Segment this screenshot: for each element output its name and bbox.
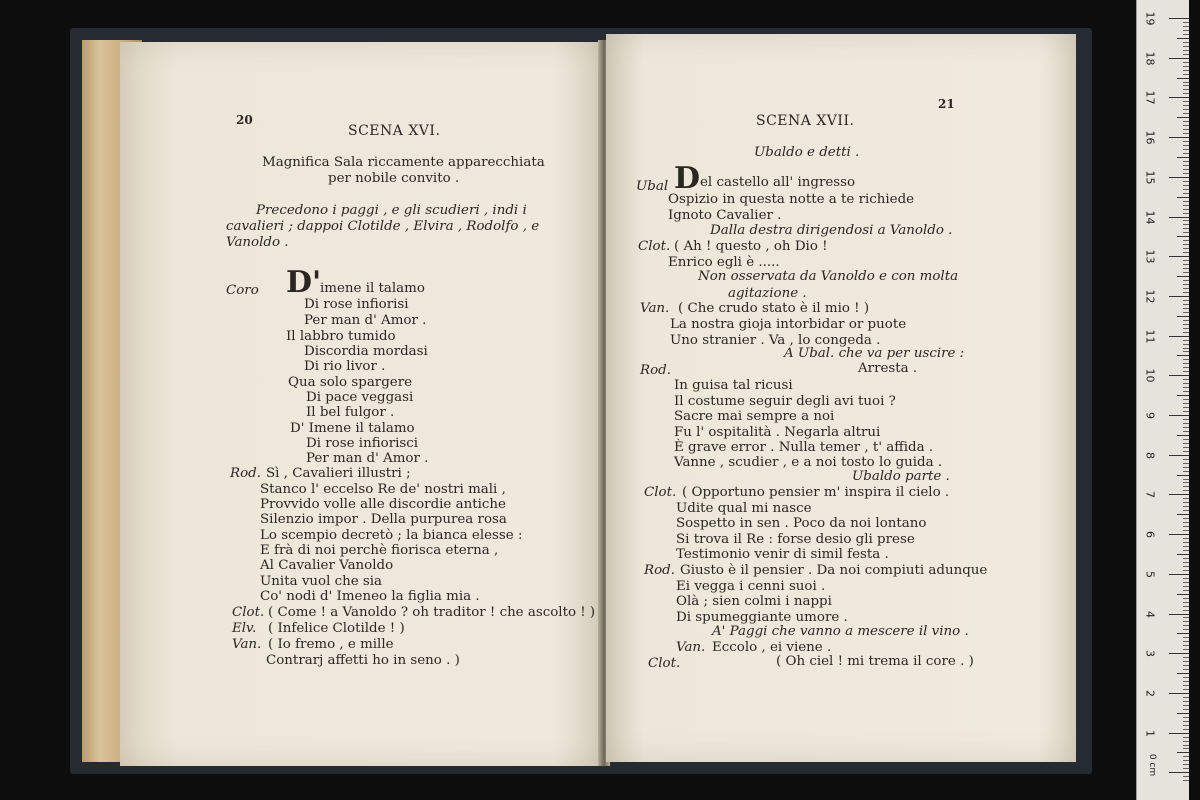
verse-line: ( Io fremo , e mille [268, 637, 394, 652]
ruler-tick [1183, 621, 1189, 622]
verse-line: La nostra gioja intorbidar or puote [670, 317, 907, 332]
ruler-label: 9 [1143, 412, 1157, 419]
ruler-label: 4 [1143, 610, 1157, 618]
ruler-tick [1183, 292, 1189, 293]
ruler-tick [1183, 383, 1189, 384]
stage-direction: Non osservata da Vanoldo e con molta [698, 269, 959, 284]
speaker-label: Rod. [230, 466, 261, 481]
ruler-tick [1183, 113, 1189, 114]
ruler-tick [1183, 125, 1189, 126]
verse-line: Unita vuol che sia [260, 574, 383, 589]
ruler-tick [1183, 467, 1189, 468]
ruler-tick [1183, 486, 1189, 487]
ruler-tick [1177, 633, 1189, 634]
ruler-tick [1183, 570, 1189, 571]
ruler-label: 18 [1143, 51, 1157, 66]
stage-direction: Ubaldo parte . [852, 469, 950, 484]
ruler-tick [1183, 602, 1189, 603]
ruler-tick [1177, 236, 1189, 237]
ruler-tick [1183, 657, 1189, 658]
ruler-tick [1183, 677, 1189, 678]
ruler-tick [1169, 772, 1189, 773]
ruler-tick [1183, 109, 1189, 110]
ruler-tick [1183, 522, 1189, 523]
verse-line: Per man d' Amor . [306, 451, 429, 466]
ruler-label: 8 [1143, 451, 1157, 459]
ruler-tick [1183, 558, 1189, 559]
ruler-tick [1169, 574, 1189, 575]
ruler-label: 16 [1143, 130, 1157, 145]
ruler-tick [1183, 578, 1189, 579]
ruler-tick [1183, 359, 1189, 360]
ruler-tick [1183, 423, 1189, 424]
page-number: 21 [938, 97, 955, 111]
ruler-tick [1183, 284, 1189, 285]
ruler-label: 12 [1143, 289, 1157, 304]
ruler-tick [1183, 665, 1189, 666]
ruler-tick [1183, 606, 1189, 607]
ruler-tick [1183, 741, 1189, 742]
ruler-tick [1183, 363, 1189, 364]
ruler-tick [1183, 149, 1189, 150]
ruler-label: 5 [1143, 570, 1157, 578]
verse-line: Al Cavalier Vanoldo [260, 558, 394, 573]
verse-line: Discordia mordasi [304, 344, 428, 359]
ruler-tick [1183, 26, 1189, 27]
ruler-tick [1183, 228, 1189, 229]
ruler-tick [1183, 661, 1189, 662]
ruler-tick [1183, 498, 1189, 499]
verse-line: ( Come ! a Vanoldo ? oh traditor ! che ascolto ! ) [268, 605, 596, 620]
drop-cap: D [674, 161, 701, 196]
ruler-label: 6 [1143, 531, 1157, 539]
setting-line: per nobile convito . [328, 171, 460, 186]
ruler-tick [1183, 205, 1189, 206]
ruler-tick [1169, 177, 1189, 178]
ruler-tick [1183, 351, 1189, 352]
ruler-tick [1183, 625, 1189, 626]
ruler-tick [1169, 137, 1189, 138]
ruler-tick [1183, 320, 1189, 321]
ruler-tick [1183, 220, 1189, 221]
ruler-tick [1183, 54, 1189, 55]
verse-line: ( Opportuno pensier m' inspira il cielo . [682, 485, 950, 500]
ruler-tick [1177, 78, 1189, 79]
ruler-tick [1183, 721, 1189, 722]
ruler-label: 19 [1143, 11, 1157, 26]
ruler-tick [1183, 145, 1189, 146]
ruler-tick [1183, 403, 1189, 404]
ruler-tick [1177, 197, 1189, 198]
ruler-tick [1183, 93, 1189, 94]
ruler-tick [1183, 133, 1189, 134]
ruler-unit: 0 cm [1147, 753, 1158, 777]
verse-line: Arresta . [858, 361, 918, 376]
ruler-tick [1183, 121, 1189, 122]
ruler-tick [1183, 756, 1189, 757]
verse-line: Enrico egli è ..... [668, 255, 780, 270]
ruler-tick [1183, 232, 1189, 233]
verse-line: Sì , Cavalieri illustri ; [266, 466, 411, 481]
ruler-label: 1 [1143, 729, 1157, 737]
ruler-tick [1169, 336, 1189, 337]
ruler-tick [1183, 391, 1189, 392]
ruler-tick [1169, 375, 1189, 376]
ruler-tick [1177, 554, 1189, 555]
ruler-tick [1183, 185, 1189, 186]
ruler-tick [1183, 89, 1189, 90]
left-page [120, 42, 602, 766]
stage-direction: Dalla destra dirigendosi a Vanoldo . [710, 223, 953, 238]
ruler-tick [1183, 737, 1189, 738]
verse-line: ( Infelice Clotilde ! ) [268, 621, 405, 636]
ruler-tick [1183, 244, 1189, 245]
ruler-tick [1169, 97, 1189, 98]
ruler-tick [1183, 411, 1189, 412]
ruler-tick [1183, 538, 1189, 539]
page-number: 20 [236, 113, 253, 127]
ruler-tick [1183, 447, 1189, 448]
ruler-tick [1169, 415, 1189, 416]
ruler-tick [1183, 268, 1189, 269]
ruler-tick [1183, 367, 1189, 368]
ruler-tick [1183, 443, 1189, 444]
ruler-tick [1183, 451, 1189, 452]
ruler-tick [1177, 276, 1189, 277]
verse-line: Provvido volle alle discordie antiche [260, 497, 506, 512]
verse-line: ( Che crudo stato è il mio ! ) [678, 301, 870, 316]
verse-line: Qua solo spargere [288, 375, 413, 390]
speaker-label: Ubal [636, 179, 669, 194]
ruler-tick [1183, 725, 1189, 726]
ruler-tick [1177, 157, 1189, 158]
ruler-tick [1183, 173, 1189, 174]
ruler-tick [1183, 629, 1189, 630]
ruler-tick [1183, 637, 1189, 638]
speaker-label: Rod. [644, 563, 675, 578]
ruler-tick [1183, 748, 1189, 749]
speaker-label: Van. [640, 301, 670, 316]
ruler-tick [1183, 201, 1189, 202]
ruler-tick [1183, 689, 1189, 690]
ruler-label: 11 [1143, 329, 1157, 344]
verse-line: D' Imene il talamo [290, 421, 415, 436]
stage-direction: Ubaldo e detti . [754, 145, 860, 160]
verse-line: È grave error . Nulla temer , t' affida . [674, 440, 934, 455]
ruler-tick [1169, 217, 1189, 218]
ruler-tick [1177, 594, 1189, 595]
ruler-tick [1177, 117, 1189, 118]
ruler-tick [1183, 387, 1189, 388]
stage-direction: Precedono i paggi , e gli scudieri , indi i [256, 203, 527, 218]
ruler-label: 13 [1143, 249, 1157, 264]
verse-line: Co' nodi d' Imeneo la figlia mia . [260, 589, 480, 604]
ruler-tick [1183, 490, 1189, 491]
ruler-tick [1183, 328, 1189, 329]
ruler-tick [1177, 316, 1189, 317]
ruler-tick [1183, 371, 1189, 372]
verse-line: Lo scempio decretò ; la bianca elesse : [260, 528, 523, 543]
ruler-tick [1183, 745, 1189, 746]
ruler-tick [1169, 256, 1189, 257]
ruler-tick [1183, 161, 1189, 162]
ruler-tick [1177, 713, 1189, 714]
verse-line: Udite qual mi nasce [676, 501, 812, 516]
verse-line: Fu l' ospitalità . Negarla altrui [674, 425, 881, 440]
ruler-tick [1183, 288, 1189, 289]
verse-line: Ospizio in questa notte a te richiede [668, 192, 915, 207]
verse-line: E frà di noi perchè fiorisca eterna , [260, 543, 499, 558]
setting-line: Magnifica Sala riccamente apparecchiata [262, 155, 545, 170]
ruler-tick [1183, 379, 1189, 380]
verse-line: Di rose infiorisci [306, 436, 419, 451]
ruler-tick [1183, 463, 1189, 464]
ruler-tick [1183, 641, 1189, 642]
ruler-tick [1183, 482, 1189, 483]
ruler-tick [1177, 395, 1189, 396]
ruler-tick [1169, 296, 1189, 297]
ruler-tick [1169, 693, 1189, 694]
stage-direction: Vanoldo . [226, 235, 289, 250]
speaker-label: Van. [232, 637, 262, 652]
verse-line: Di rose infiorisi [304, 297, 409, 312]
ruler-tick [1183, 598, 1189, 599]
ruler-tick [1183, 248, 1189, 249]
ruler-tick [1183, 542, 1189, 543]
ruler-tick [1177, 475, 1189, 476]
verse-line: Per man d' Amor . [304, 313, 427, 328]
ruler-tick [1183, 705, 1189, 706]
verse-line: el castello all' ingresso [700, 175, 856, 190]
ruler-tick [1183, 701, 1189, 702]
ruler-tick [1169, 614, 1189, 615]
ruler-tick [1183, 526, 1189, 527]
ruler-tick [1169, 58, 1189, 59]
ruler-tick [1183, 165, 1189, 166]
ruler-tick [1183, 780, 1189, 781]
verse-line: In guisa tal ricusi [674, 378, 793, 393]
ruler-tick [1177, 514, 1189, 515]
stage-direction: A Ubal. che va per uscire : [784, 346, 965, 361]
verse-line: Sospetto in sen . Poco da noi lontano [676, 516, 927, 531]
ruler-tick [1183, 101, 1189, 102]
ruler-tick [1169, 455, 1189, 456]
ruler-tick [1183, 304, 1189, 305]
ruler-tick [1183, 312, 1189, 313]
ruler-tick [1183, 189, 1189, 190]
ruler-tick [1183, 550, 1189, 551]
ruler-tick [1183, 240, 1189, 241]
verse-line: ( Ah ! questo , oh Dio ! [674, 239, 828, 254]
ruler-tick [1183, 34, 1189, 35]
speaker-label: Elv. [232, 621, 257, 636]
speaker-label: Clot. [648, 656, 681, 671]
ruler-label: 7 [1143, 491, 1157, 499]
ruler-tick [1169, 494, 1189, 495]
stage-direction: A' Paggi che vanno a mescere il vino . [712, 624, 969, 639]
ruler-tick [1183, 344, 1189, 345]
ruler-tick [1183, 459, 1189, 460]
ruler-tick [1183, 729, 1189, 730]
ruler-label: 10 [1143, 368, 1157, 383]
ruler-tick [1183, 506, 1189, 507]
ruler-tick [1183, 431, 1189, 432]
verse-line: Il bel fulgor . [306, 405, 395, 420]
ruler-tick [1183, 685, 1189, 686]
stage-direction: agitazione . [728, 286, 807, 301]
ruler-tick [1183, 252, 1189, 253]
ruler-tick [1183, 332, 1189, 333]
ruler-tick [1183, 30, 1189, 31]
speaker-label: Clot. [232, 605, 265, 620]
ruler-tick [1183, 709, 1189, 710]
ruler-tick [1183, 760, 1189, 761]
ruler-tick [1183, 22, 1189, 23]
ruler-label: 15 [1143, 170, 1157, 185]
ruler-tick [1183, 308, 1189, 309]
ruler-tick [1169, 653, 1189, 654]
verse-line: Di pace veggasi [306, 390, 414, 405]
ruler-tick [1183, 340, 1189, 341]
ruler-tick [1169, 534, 1189, 535]
verse-line: imene il talamo [320, 281, 425, 296]
verse-line: Silenzio impor . Della purpurea rosa [260, 512, 507, 527]
measuring-ruler [1136, 0, 1189, 800]
ruler-tick [1169, 18, 1189, 19]
ruler-tick [1183, 502, 1189, 503]
ruler-tick [1183, 610, 1189, 611]
ruler-tick [1183, 586, 1189, 587]
verse-line: ( Oh ciel ! mi trema il core . ) [776, 654, 974, 669]
ruler-label: 14 [1143, 210, 1157, 224]
ruler-tick [1183, 471, 1189, 472]
ruler-tick [1183, 82, 1189, 83]
ruler-tick [1183, 645, 1189, 646]
verse-line: Sacre mai sempre a noi [674, 409, 835, 424]
ruler-tick [1177, 673, 1189, 674]
verse-line: Eccolo , ei viene . [712, 640, 832, 655]
ruler-tick [1183, 42, 1189, 43]
ruler-tick [1183, 768, 1189, 769]
verse-line: Olà ; sien colmi i nappi [676, 594, 832, 609]
speaker-label: Clot. [638, 239, 671, 254]
ruler-tick [1183, 590, 1189, 591]
verse-line: Di spumeggiante umore . [676, 610, 848, 625]
ruler-tick [1183, 764, 1189, 765]
scene-heading: SCENA XVI. [348, 123, 441, 139]
speaker-label: Rod. [640, 363, 671, 378]
stage-direction: cavalieri ; dappoi Clotilde , Elvira , Rodolfo , e [226, 219, 540, 234]
verse-line: Contrarj affetti ho in seno . ) [266, 653, 460, 668]
speaker-label: Van. [676, 640, 706, 655]
ruler-tick [1183, 141, 1189, 142]
ruler-tick [1183, 300, 1189, 301]
verse-line: Ignoto Cavalier . [668, 208, 782, 223]
ruler-tick [1183, 717, 1189, 718]
ruler-tick [1183, 324, 1189, 325]
ruler-tick [1183, 681, 1189, 682]
verse-line: Di rio livor . [304, 359, 386, 374]
ruler-tick [1183, 419, 1189, 420]
ruler-tick [1183, 399, 1189, 400]
ruler-tick [1183, 74, 1189, 75]
verse-line: Testimonio venir di simil festa . [676, 547, 889, 562]
ruler-tick [1183, 66, 1189, 67]
ruler-tick [1183, 50, 1189, 51]
ruler-tick [1183, 479, 1189, 480]
ruler-tick [1183, 510, 1189, 511]
ruler-label: 17 [1143, 90, 1157, 105]
verse-line: Giusto è il pensier . Da noi compiuti adunque [680, 563, 988, 578]
ruler-tick [1183, 280, 1189, 281]
verse-line: Uno stranier . Va , lo congeda . [670, 333, 881, 348]
ruler-tick [1183, 193, 1189, 194]
ruler-tick [1183, 407, 1189, 408]
ruler-tick [1183, 224, 1189, 225]
ruler-tick [1183, 105, 1189, 106]
ruler-tick [1183, 260, 1189, 261]
ruler-tick [1183, 776, 1189, 777]
ruler-tick [1183, 348, 1189, 349]
ruler-tick [1183, 530, 1189, 531]
ruler-tick [1177, 38, 1189, 39]
ruler-tick [1183, 518, 1189, 519]
ruler-tick [1177, 752, 1189, 753]
ruler-tick [1183, 169, 1189, 170]
verse-line: Ei vegga i cenni suoi . [676, 579, 826, 594]
ruler-tick [1183, 697, 1189, 698]
verse-line: Stanco l' eccelso Re de' nostri mali , [260, 482, 506, 497]
ruler-tick [1183, 582, 1189, 583]
verse-line: Vanne , scudier , e a noi tosto lo guida . [674, 455, 943, 470]
ruler-tick [1183, 566, 1189, 567]
ruler-tick [1183, 439, 1189, 440]
speaker-label: Coro [226, 283, 259, 298]
ruler-tick [1183, 272, 1189, 273]
verse-line: Il labbro tumido [286, 329, 396, 344]
ruler-label: 2 [1143, 689, 1157, 697]
ruler-tick [1183, 562, 1189, 563]
ruler-tick [1183, 617, 1189, 618]
ruler-tick [1183, 546, 1189, 547]
ruler-tick [1177, 435, 1189, 436]
drop-cap: D' [286, 265, 322, 300]
scene-heading: SCENA XVII. [756, 113, 855, 129]
ruler-label: 3 [1143, 650, 1157, 658]
ruler-tick [1183, 427, 1189, 428]
ruler-tick [1183, 264, 1189, 265]
ruler-tick [1183, 649, 1189, 650]
ruler-tick [1183, 669, 1189, 670]
verse-line: Il costume seguir degli avi tuoi ? [674, 394, 896, 409]
ruler-tick [1183, 62, 1189, 63]
ruler-tick [1183, 213, 1189, 214]
ruler-tick [1183, 46, 1189, 47]
verse-line: Si trova il Re : forse desio gli prese [676, 532, 915, 547]
ruler-tick [1169, 733, 1189, 734]
ruler-tick [1183, 129, 1189, 130]
ruler-tick [1183, 85, 1189, 86]
ruler-tick [1183, 209, 1189, 210]
right-page [606, 34, 1076, 762]
speaker-label: Clot. [644, 485, 677, 500]
ruler-tick [1177, 355, 1189, 356]
ruler-tick [1183, 153, 1189, 154]
ruler-tick [1183, 181, 1189, 182]
ruler-tick [1183, 70, 1189, 71]
